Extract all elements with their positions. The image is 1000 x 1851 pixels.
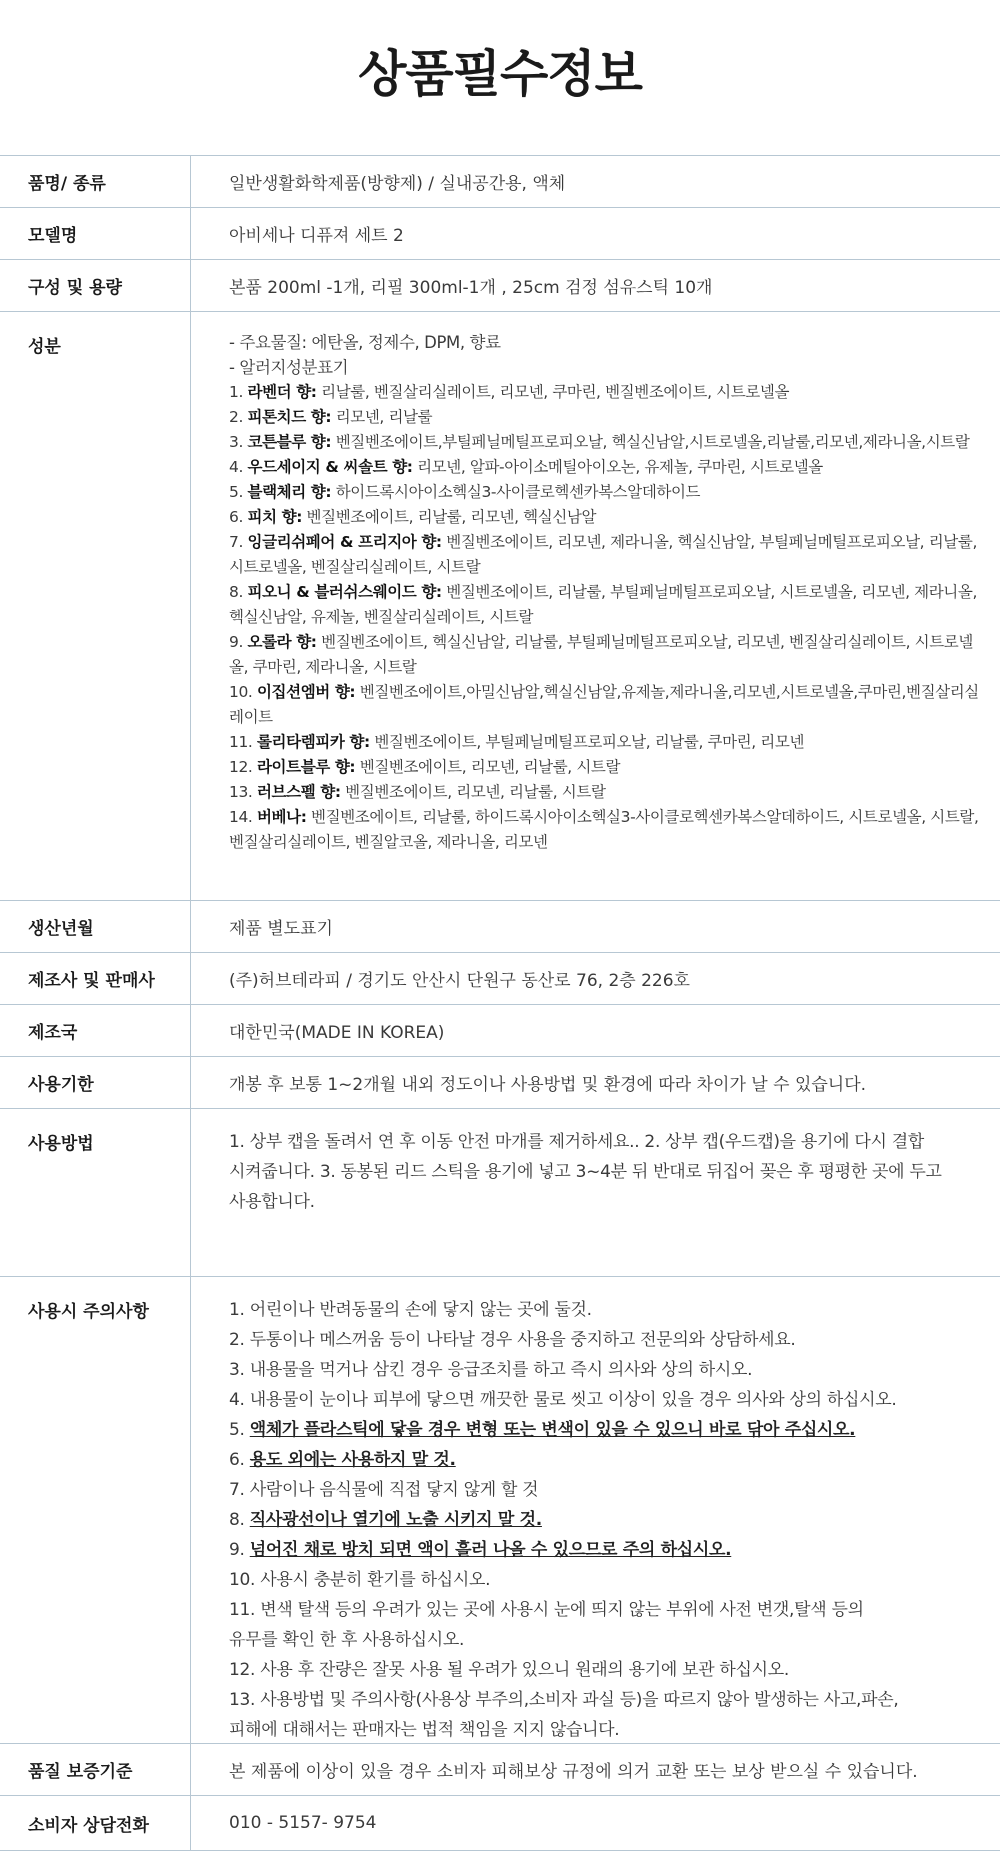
- caution-text: 2. 두통이나 메스꺼움 등이 나타날 경우 사용을 중지하고 전문의와 상담하세요.: [229, 1330, 796, 1350]
- allergen-item: [229, 530, 980, 580]
- caution-emphasis-text: 용도 외에는 사용하지 말 것.: [249, 1450, 456, 1470]
- row-label: 구성 및 용량: [0, 260, 191, 311]
- scent-name: 잉글리쉬페어 & 프리지아 향:: [247, 533, 442, 551]
- caution-item: [229, 1295, 980, 1325]
- caution-text: 유무를 확인 한 후 사용하십시오.: [229, 1630, 465, 1650]
- row-contact: [0, 1795, 1000, 1851]
- allergen-item: [229, 430, 980, 455]
- caution-text: 12. 사용 후 잔량은 잘못 사용 될 우려가 있으니 원래의 용기에 보관 하십시오.: [229, 1660, 790, 1680]
- allergen-item: [229, 780, 980, 805]
- row-cautions: [0, 1276, 1000, 1743]
- allergen-item-number: 6.: [229, 508, 248, 526]
- scent-name: 오롤라 향:: [247, 633, 317, 651]
- contact-phone: 010 - 5157- 9754: [229, 1813, 377, 1833]
- caution-item: [229, 1355, 980, 1385]
- ingredients-list: [191, 312, 1000, 900]
- allergen-item-number: 5.: [229, 483, 248, 501]
- usage-line: 1. 상부 캡을 돌려서 연 후 이동 안전 마개를 제거하세요.. 2. 상부 캡(우드캡)을 용기에 다시 결합: [229, 1132, 924, 1152]
- allergen-item-number: 4.: [229, 458, 248, 476]
- row-value: 대한민국(MADE IN KOREA): [229, 1023, 445, 1043]
- caution-number: 9.: [229, 1540, 250, 1560]
- caution-item: [229, 1595, 980, 1625]
- scent-ingredients: 하이드록시아이소헥실3-사이클로헥센카복스알데하이드: [331, 483, 701, 501]
- allergen-item: [229, 480, 980, 505]
- caution-text: 10. 사용시 충분히 환기를 하십시오.: [229, 1570, 491, 1590]
- row-ingredients: [0, 311, 1000, 900]
- scent-ingredients: 벤질벤조에이트, 부틸페닐메틸프로피오날, 리날룰, 쿠마린, 리모넨: [369, 733, 805, 751]
- scent-ingredients: 벤질벤조에이트, 리날룰, 리모넨, 헥실신남알: [302, 508, 597, 526]
- scent-name: 라벤더 향:: [247, 383, 317, 401]
- row-label: 사용방법: [0, 1109, 191, 1276]
- caution-item: [229, 1325, 980, 1355]
- allergen-item: [229, 380, 980, 405]
- allergen-item: [229, 455, 980, 480]
- row-expiry: [0, 1056, 1000, 1108]
- row-manufacture-date: [0, 900, 1000, 952]
- allergen-item-number: 9.: [229, 633, 248, 651]
- caution-text: 3. 내용물을 먹거나 삼킨 경우 응급조치를 하고 즉시 의사와 상의 하시오.: [229, 1360, 753, 1380]
- row-label: 소비자 상담전화: [0, 1796, 191, 1850]
- scent-name: 라이트블루 향:: [256, 758, 356, 776]
- allergen-item-number: 1.: [229, 383, 248, 401]
- caution-number: 5.: [229, 1420, 250, 1440]
- scent-ingredients: 벤질벤조에이트, 리모넨, 리날룰, 시트랄: [340, 783, 606, 801]
- scent-ingredients: 리모넨, 리날룰: [331, 408, 433, 426]
- scent-name: 이집션엠버 향:: [256, 683, 356, 701]
- allergen-item-number: 14.: [229, 808, 257, 826]
- row-composition: [0, 259, 1000, 311]
- caution-list: [191, 1277, 1000, 1743]
- scent-name: 블랙체리 향:: [247, 483, 332, 501]
- allergen-item-number: 12.: [229, 758, 257, 776]
- row-label: 제조사 및 판매사: [0, 953, 191, 1004]
- row-country: [0, 1004, 1000, 1056]
- scent-ingredients: 벤질벤조에이트, 리모넨, 리날룰, 시트랄: [355, 758, 621, 776]
- allergen-item: [229, 630, 980, 680]
- row-label: 품질 보증기준: [0, 1744, 191, 1795]
- caution-item: [229, 1685, 980, 1715]
- row-manufacturer: [0, 952, 1000, 1004]
- row-value: 일반생활화학제품(방향제) / 실내공간용, 액체: [229, 174, 566, 194]
- scent-name: 코튼블루 향:: [247, 433, 332, 451]
- caution-item: [229, 1655, 980, 1685]
- allergen-items: [229, 380, 980, 855]
- allergen-item: [229, 805, 980, 855]
- scent-name: 피치 향:: [247, 508, 303, 526]
- allergen-item-number: 11.: [229, 733, 257, 751]
- caution-text: 4. 내용물이 눈이나 피부에 닿으면 깨끗한 물로 씻고 이상이 있을 경우 의사와 상의 하십시오.: [229, 1390, 897, 1410]
- row-quality: [0, 1743, 1000, 1795]
- row-value: 개봉 후 보통 1~2개월 내외 정도이나 사용방법 및 환경에 따라 차이가 날 수 있습니다.: [229, 1075, 867, 1095]
- scent-name: 롤리타렘피카 향:: [256, 733, 370, 751]
- allergen-item: [229, 755, 980, 780]
- caution-text: 11. 변색 탈색 등의 우려가 있는 곳에 사용시 눈에 띄지 않는 부위에 사전 변갯,탈색 등의: [229, 1600, 864, 1620]
- row-value: 본품 200ml -1개, 리필 300ml-1개 , 25cm 검정 섬유스틱 10개: [229, 278, 713, 298]
- usage-line: 시켜줍니다. 3. 동봉된 리드 스틱을 용기에 넣고 3~4분 뒤 반대로 뒤집어 꽂은 후 평평한 곳에 두고: [229, 1162, 942, 1182]
- allergen-item-number: 7.: [229, 533, 248, 551]
- usage-line: 사용합니다.: [229, 1192, 315, 1212]
- allergen-item: [229, 505, 980, 530]
- row-value: 제품 별도표기: [229, 919, 333, 939]
- caution-item: [229, 1505, 980, 1535]
- caution-item: [229, 1625, 980, 1655]
- row-value: (주)허브테라피 / 경기도 안산시 단원구 동산로 76, 2층 226호: [229, 971, 690, 991]
- scent-name: 러브스펠 향:: [256, 783, 341, 801]
- allergen-title: - 알러지성분표기: [229, 358, 349, 377]
- caution-text: 7. 사람이나 음식물에 직접 닿지 않게 할 것: [229, 1480, 539, 1500]
- row-label: 생산년월: [0, 901, 191, 952]
- scent-name: 피톤치드 향:: [247, 408, 332, 426]
- scent-ingredients: 리날룰, 벤질살리실레이트, 리모넨, 쿠마린, 벤질벤조에이트, 시트로넬올: [316, 383, 790, 401]
- scent-ingredients: 벤질벤조에이트, 리모넨, 제라니올, 헥실신남알, 부틸페닐메틸프로피오날, 리날룰,시트로넬올, 벤질살리실레이트, 시트랄: [229, 533, 977, 576]
- allergen-item: [229, 405, 980, 430]
- caution-item: [229, 1385, 980, 1415]
- row-label: 제조국: [0, 1005, 191, 1056]
- row-label: 사용기한: [0, 1057, 191, 1108]
- allergen-item: [229, 680, 980, 730]
- row-model: [0, 207, 1000, 259]
- usage-instructions: [191, 1109, 1000, 1276]
- row-label: 모델명: [0, 208, 191, 259]
- scent-name: 버베나:: [256, 808, 307, 826]
- allergen-item: [229, 580, 980, 630]
- caution-item: [229, 1475, 980, 1505]
- caution-item: [229, 1415, 980, 1445]
- caution-item: [229, 1715, 980, 1745]
- row-product-type: [0, 155, 1000, 207]
- scent-ingredients: 벤질벤조에이트,아밀신남알,헥실신남알,유제놀,제라니올,리모넨,시트로넬올,쿠마린,벤질살리실레이트: [229, 683, 979, 726]
- scent-name: 우드세이지 & 씨솔트 향:: [247, 458, 413, 476]
- row-label: 사용시 주의사항: [0, 1277, 191, 1743]
- caution-emphasis-text: 직사광선이나 열기에 노출 시키지 말 것.: [249, 1510, 542, 1530]
- caution-number: 8.: [229, 1510, 250, 1530]
- caution-item: [229, 1535, 980, 1565]
- spec-table: [0, 155, 1000, 1851]
- row-usage: [0, 1108, 1000, 1276]
- allergen-item-number: 8.: [229, 583, 248, 601]
- allergen-item: [229, 730, 980, 755]
- scent-ingredients: 벤질벤조에이트, 리날룰, 하이드록시아이소헥실3-사이클로헥센카복스알데하이드, 시트로넬올, 시트랄, 벤질살리실레이트, 벤질알코올, 제라니올, 리모넨: [229, 808, 979, 851]
- allergen-item-number: 3.: [229, 433, 248, 451]
- scent-ingredients: 벤질벤조에이트, 리날룰, 부틸페닐메틸프로피오날, 시트로넬올, 리모넨, 제라니올, 헥실신남알, 유제놀, 벤질살리실레이트, 시트랄: [229, 583, 977, 626]
- caution-number: 6.: [229, 1450, 250, 1470]
- caution-text: 1. 어린이나 반려동물의 손에 닿지 않는 곳에 둘것.: [229, 1300, 592, 1320]
- ingredients-main: - 주요물질: 에탄올, 정제수, DPM, 향료: [229, 333, 501, 352]
- allergen-item-number: 2.: [229, 408, 248, 426]
- scent-name: 피오니 & 블러쉬스웨이드 향:: [247, 583, 442, 601]
- row-label: 성분: [0, 312, 191, 900]
- page-title: 상품필수정보: [358, 45, 642, 103]
- allergen-item-number: 10.: [229, 683, 257, 701]
- scent-ingredients: 벤질벤조에이트,부틸페닐메틸프로피오날, 헥실신남알,시트로넬올,리날룰,리모넨,제라니올,시트랄: [331, 433, 970, 451]
- caution-text: 피해에 대해서는 판매자는 법적 책임을 지지 않습니다.: [229, 1720, 620, 1740]
- caution-text: 13. 사용방법 및 주의사항(사용상 부주의,소비자 과실 등)을 따르지 않아 발생하는 사고,파손,: [229, 1690, 899, 1710]
- caution-item: [229, 1445, 980, 1475]
- scent-ingredients: 벤질벤조에이트, 헥실신남알, 리날룰, 부틸페닐메틸프로피오날, 리모넨, 벤질살리실레이트, 시트로넬올, 쿠마린, 제라니올, 시트랄: [229, 633, 973, 676]
- scent-ingredients: 리모넨, 알파-아이소메틸아이오논, 유제놀, 쿠마린, 시트로넬올: [412, 458, 823, 476]
- row-value: 아비세나 디퓨져 세트 2: [229, 226, 404, 246]
- caution-emphasis-text: 액체가 플라스틱에 닿을 경우 변형 또는 변색이 있을 수 있으니 바로 닦아 주십시오.: [249, 1420, 856, 1440]
- row-label: 품명/ 종류: [0, 156, 191, 207]
- caution-item: [229, 1565, 980, 1595]
- allergen-item-number: 13.: [229, 783, 257, 801]
- row-value: 본 제품에 이상이 있을 경우 소비자 피해보상 규정에 의거 교환 또는 보상 받으실 수 있습니다.: [229, 1762, 918, 1782]
- caution-emphasis-text: 넘어진 채로 방치 되면 액이 흘러 나올 수 있으므로 주의 하십시오.: [249, 1540, 732, 1560]
